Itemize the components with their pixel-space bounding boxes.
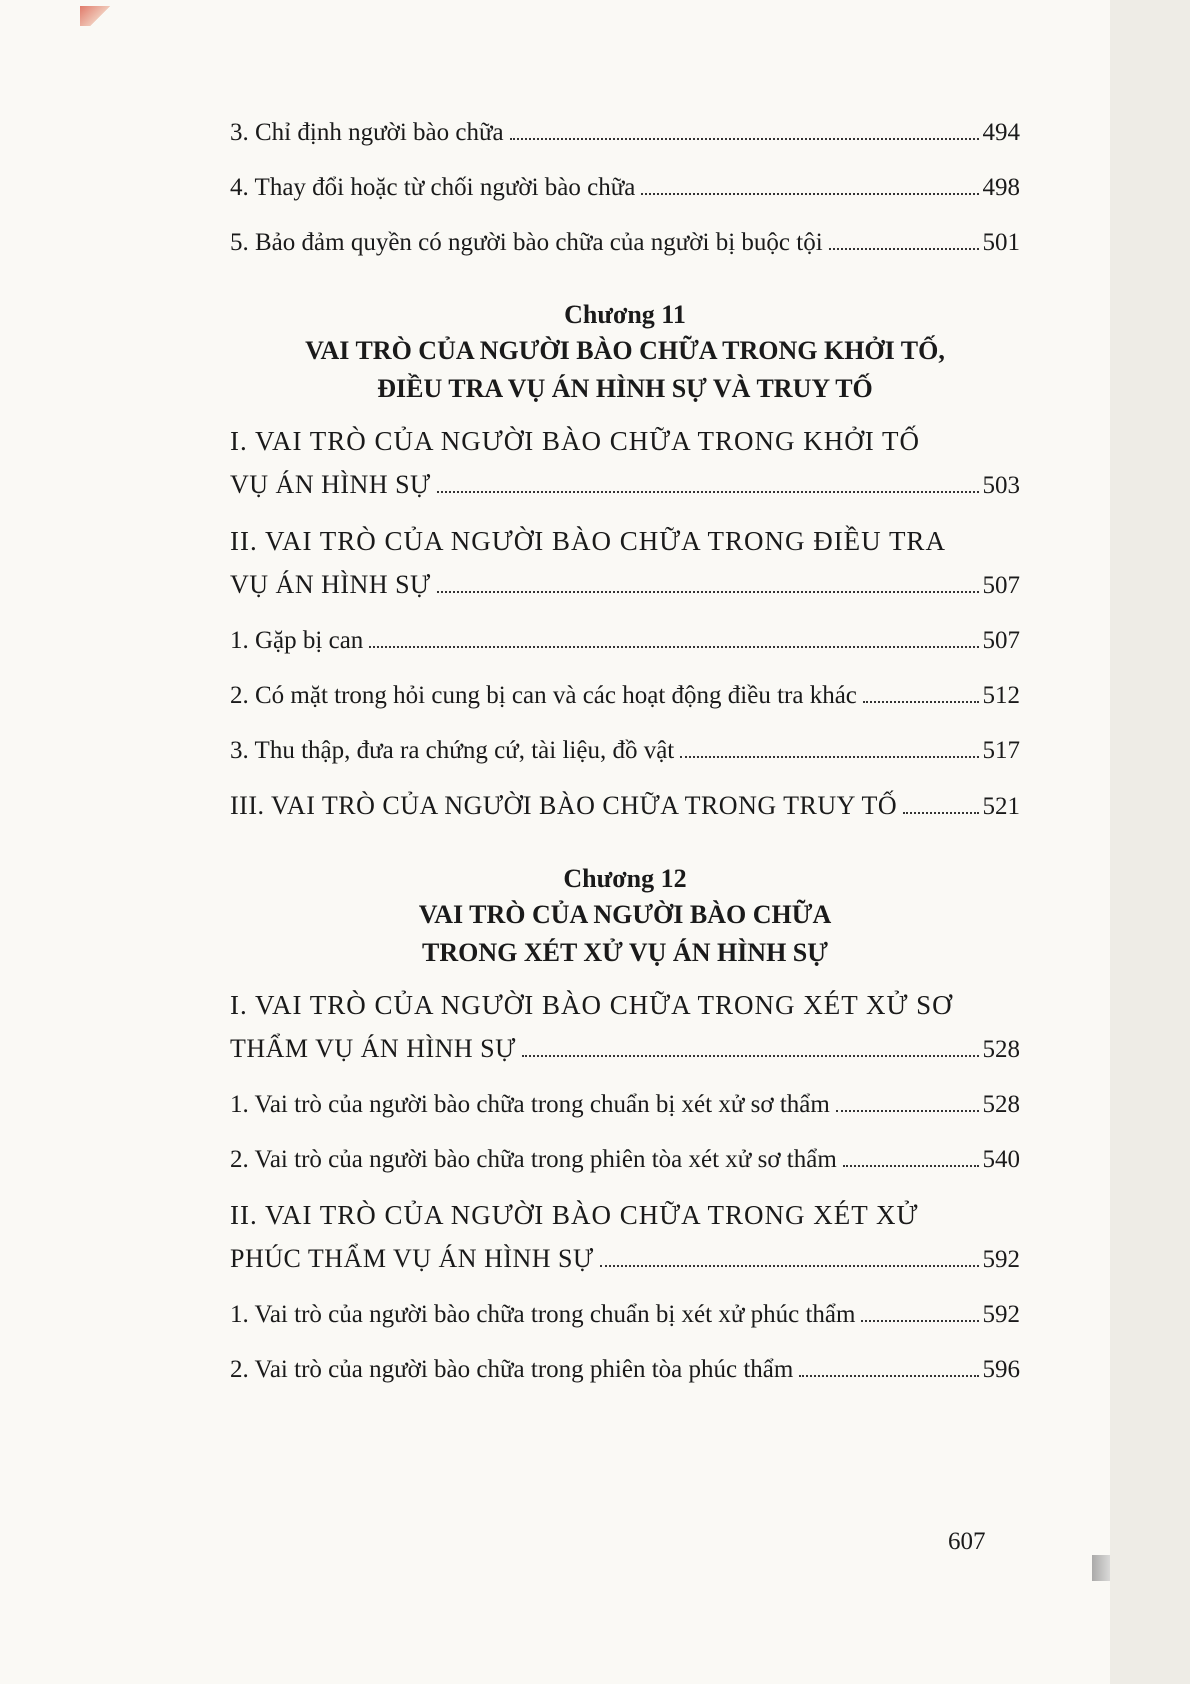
toc-entry-page: 592 — [982, 1301, 1020, 1328]
leader-dots — [641, 193, 978, 195]
toc-entry — [230, 736, 1020, 766]
toc-entry — [230, 1244, 1020, 1275]
toc-entry-page: 528 — [982, 1036, 1020, 1063]
toc-entry-label: 1. Vai trò của người bào chữa trong chuẩn bị xét xử phúc thẩm — [230, 1301, 856, 1328]
toc-entry-page: 494 — [982, 119, 1020, 146]
leader-dots — [522, 1055, 979, 1057]
page-edge-mark — [1092, 1555, 1110, 1581]
toc-entry — [230, 1034, 1020, 1065]
leader-dots — [600, 1265, 979, 1267]
toc-entry-label: THẨM VỤ ÁN HÌNH SỰ — [230, 1034, 516, 1063]
leader-dots — [863, 701, 979, 703]
toc-entry-page: 498 — [982, 174, 1020, 201]
toc-entry-page: 596 — [982, 1356, 1020, 1383]
toc-entry-label: 2. Vai trò của người bào chữa trong phiên tòa xét xử sơ thẩm — [230, 1146, 837, 1173]
toc-entry-page: 507 — [982, 572, 1020, 599]
leader-dots — [680, 756, 978, 758]
toc-entry-label: PHÚC THẨM VỤ ÁN HÌNH SỰ — [230, 1244, 594, 1273]
toc-entry-label: 2. Có mặt trong hỏi cung bị can và các hoạt động điều tra khác — [230, 682, 857, 709]
toc-section — [230, 526, 1020, 601]
chapter-title-line: ĐIỀU TRA VỤ ÁN HÌNH SỰ VÀ TRUY TỐ — [377, 374, 873, 403]
toc-entry-page: 507 — [982, 627, 1020, 654]
toc-entry-label: 1. Vai trò của người bào chữa trong chuẩn bị xét xử sơ thẩm — [230, 1091, 830, 1118]
toc-section — [230, 1200, 1020, 1275]
toc-section — [230, 426, 1020, 501]
chapter-title-line: VAI TRÒ CỦA NGƯỜI BÀO CHỮA — [418, 900, 832, 929]
leader-dots — [369, 646, 978, 648]
leader-dots — [437, 591, 979, 593]
toc-entry — [230, 118, 1020, 148]
toc-entry — [230, 681, 1020, 711]
toc-entry-page: 592 — [982, 1246, 1020, 1273]
toc-entry — [230, 791, 1020, 822]
toc-entry — [230, 173, 1020, 203]
leader-dots — [843, 1165, 979, 1167]
toc-entry — [230, 1090, 1020, 1120]
table-of-contents — [230, 118, 1020, 1410]
chapter-title-line: TRONG XÉT XỬ VỤ ÁN HÌNH SỰ — [422, 938, 828, 967]
toc-entry — [230, 1355, 1020, 1385]
toc-entry-page: 512 — [982, 682, 1020, 709]
toc-entry-label: 4. Thay đổi hoặc từ chối người bào chữa — [230, 174, 636, 201]
toc-section-title: II. VAI TRÒ CỦA NGƯỜI BÀO CHỮA TRONG ĐIỀU TRA — [230, 526, 946, 556]
toc-entry-label: VỤ ÁN HÌNH SỰ — [230, 570, 431, 599]
chapter-title-line: VAI TRÒ CỦA NGƯỜI BÀO CHỮA TRONG KHỞI TỐ, — [305, 336, 945, 365]
chapter-number: Chương 11 — [564, 300, 686, 329]
leader-dots — [799, 1375, 978, 1377]
toc-section-title: I. VAI TRÒ CỦA NGƯỜI BÀO CHỮA TRONG KHỞI TỐ — [230, 426, 920, 456]
leader-dots — [510, 138, 979, 140]
toc-entry-label: III. VAI TRÒ CỦA NGƯỜI BÀO CHỮA TRONG TRUY TỐ — [230, 791, 898, 820]
toc-section — [230, 990, 1020, 1065]
toc-entry-page: 517 — [982, 737, 1020, 764]
toc-entry-page: 503 — [982, 472, 1020, 499]
toc-entry-label: 3. Chỉ định người bào chữa — [230, 119, 504, 146]
toc-entry — [230, 228, 1020, 258]
toc-entry-page: 528 — [982, 1091, 1020, 1118]
page-number: 607 — [948, 1528, 986, 1555]
toc-section-title: II. VAI TRÒ CỦA NGƯỜI BÀO CHỮA TRONG XÉT XỬ — [230, 1200, 919, 1230]
leader-dots — [829, 248, 979, 250]
toc-entry — [230, 570, 1020, 601]
toc-entry-label: 2. Vai trò của người bào chữa trong phiên tòa phúc thẩm — [230, 1356, 794, 1383]
toc-entry-label: 3. Thu thập, đưa ra chứng cứ, tài liệu, đồ vật — [230, 737, 675, 764]
toc-section-title: I. VAI TRÒ CỦA NGƯỜI BÀO CHỮA TRONG XÉT XỬ SƠ — [230, 990, 953, 1020]
chapter-11-heading — [230, 298, 1020, 408]
chapter-number: Chương 12 — [563, 864, 687, 893]
toc-entry — [230, 1300, 1020, 1330]
toc-entry — [230, 1145, 1020, 1175]
toc-entry-label: VỤ ÁN HÌNH SỰ — [230, 470, 431, 499]
chapter-12-heading — [230, 862, 1020, 972]
leader-dots — [437, 491, 979, 493]
leader-dots — [903, 812, 978, 814]
toc-entry-label: 5. Bảo đảm quyền có người bào chữa của người bị buộc tội — [230, 229, 823, 256]
leader-dots — [861, 1320, 978, 1322]
toc-entry — [230, 626, 1020, 656]
toc-entry — [230, 470, 1020, 501]
toc-entry-page: 540 — [982, 1146, 1020, 1173]
toc-entry-label: 1. Gặp bị can — [230, 627, 364, 654]
scan-background-strip — [1110, 0, 1190, 1684]
page-corner-mark — [80, 6, 110, 26]
toc-entry-page: 521 — [982, 793, 1020, 820]
leader-dots — [836, 1110, 979, 1112]
toc-entry-page: 501 — [982, 229, 1020, 256]
